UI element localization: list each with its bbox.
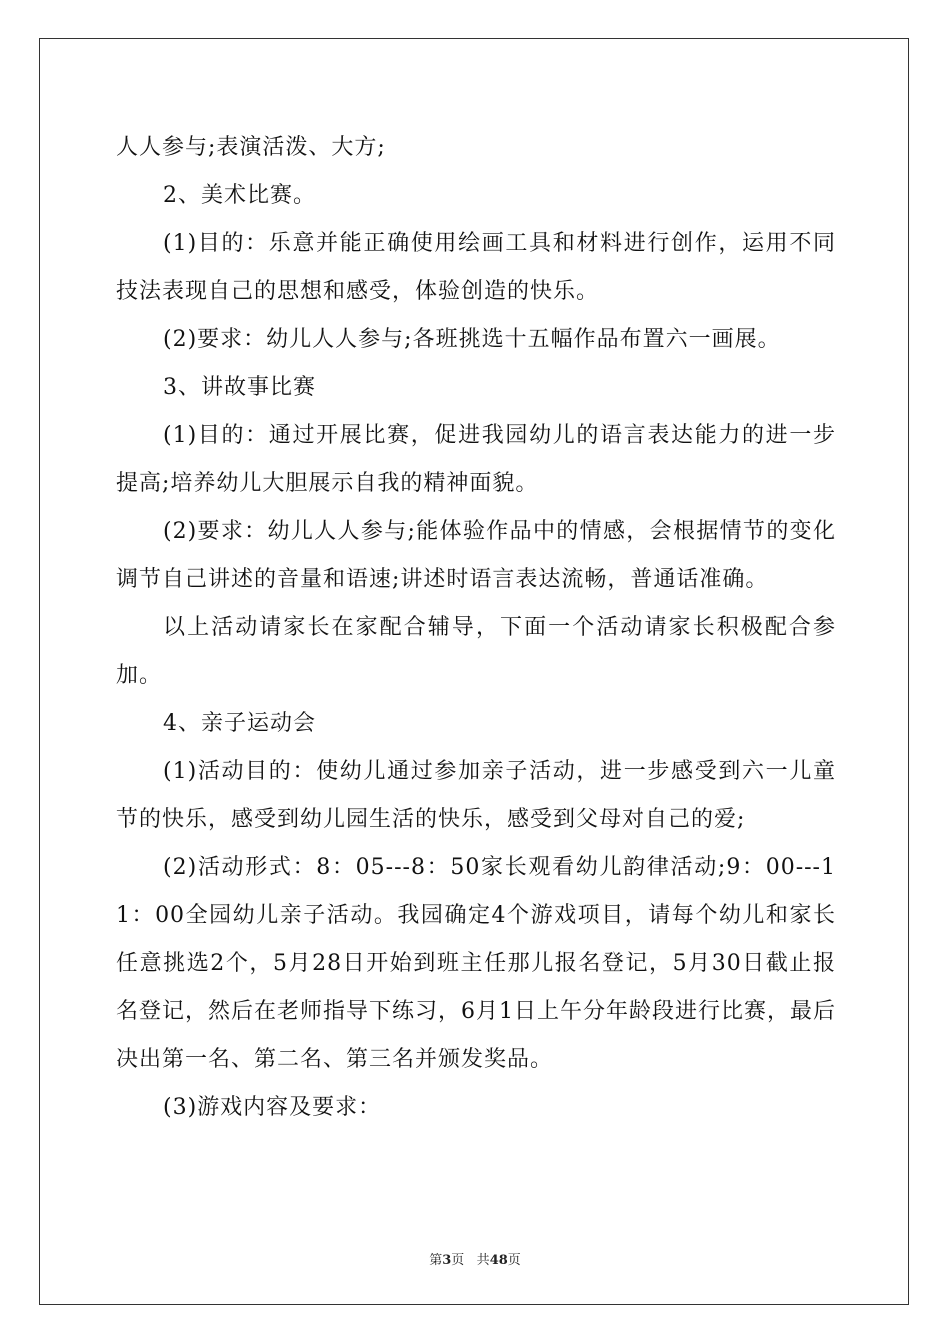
paragraph: 3、讲故事比赛 (163, 375, 316, 400)
paragraph: (2)要求：幼儿人人参与;能体验作品中的情感，会根据情节的变化调节自己讲述的音量和语速;讲述时语言表达流畅，普通话准确。 (116, 519, 836, 592)
page-footer (0, 1249, 950, 1268)
paragraph: (3)游戏内容及要求： (163, 1095, 382, 1120)
paragraph: 以上活动请家长在家配合辅导，下面一个活动请家长积极配合参加。 (116, 615, 836, 688)
paragraph: 人人参与;表演活泼、大方; (116, 135, 386, 160)
paragraph: (1)目的：通过开展比赛，促进我园幼儿的语言表达能力的进一步提高;培养幼儿大胆展示自我的精神面貌。 (116, 423, 836, 496)
document-body (116, 124, 836, 1132)
paragraph: 4、亲子运动会 (163, 711, 316, 736)
paragraph: (2)要求：幼儿人人参与;各班挑选十五幅作品布置六一画展。 (163, 327, 781, 352)
total-suffix: 页 (507, 1253, 521, 1268)
page-prefix: 第 (429, 1253, 443, 1268)
page-suffix: 页 (451, 1253, 465, 1268)
total-pages: 48 (489, 1253, 508, 1268)
paragraph: 2、美术比赛。 (163, 183, 316, 208)
paragraph: (1)目的：乐意并能正确使用绘画工具和材料进行创作，运用不同技法表现自己的思想和感受，体验创造的快乐。 (116, 231, 836, 304)
page-number: 3 (442, 1253, 452, 1268)
total-prefix: 共 (476, 1253, 490, 1268)
paragraph: (2)活动形式：8：05---8：50家长观看幼儿韵律活动;9：00---11：00全园幼儿亲子活动。我园确定4个游戏项目，请每个幼儿和家长任意挑选2个，5月28日开始到班主任那儿报名登记，5月30日截止报名登记，然后在老师指导下练习，6月1日上午分年龄段进行比赛，最后决出第一名、第二名、第三名并颁发奖品。 (116, 855, 836, 1072)
paragraph: (1)活动目的：使幼儿通过参加亲子活动，进一步感受到六一儿童节的快乐，感受到幼儿园生活的快乐，感受到父母对自己的爱; (116, 759, 836, 832)
